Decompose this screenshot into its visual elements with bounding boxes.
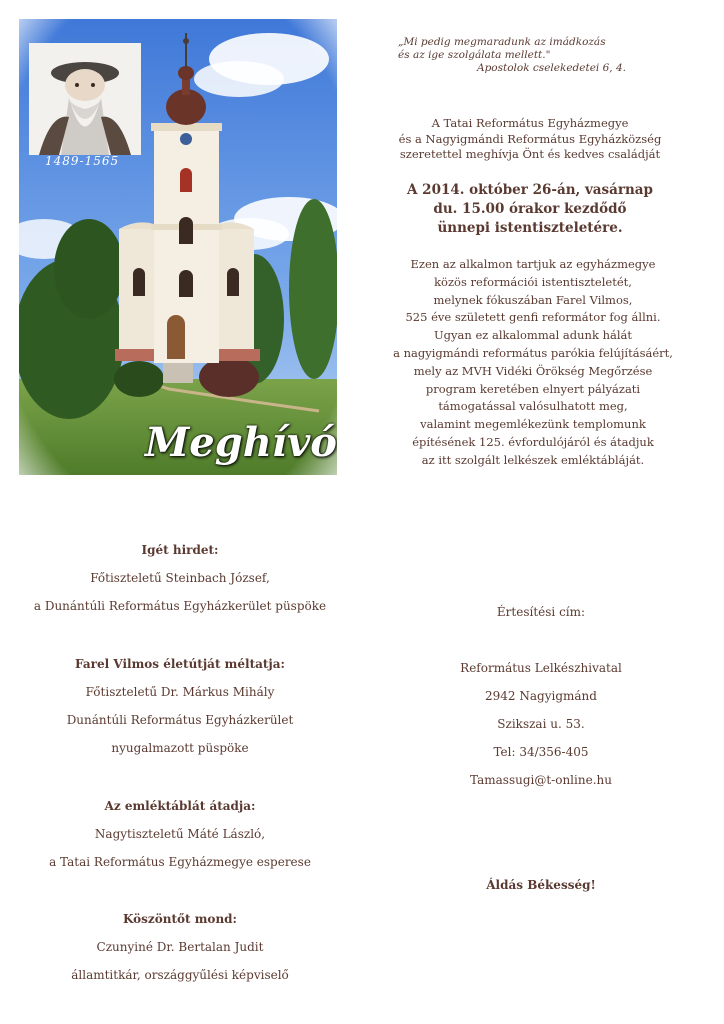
bible-quote <box>398 36 638 75</box>
body-line: melynek fókuszában Farel Vilmos, <box>433 292 633 307</box>
contact-line: Szikszai u. 53. <box>497 717 585 731</box>
program-line: a Tatai Református Egyházmegye esperese <box>49 855 311 869</box>
church-photo <box>19 19 337 475</box>
body-line: program keretében elnyert pályázati <box>425 381 641 396</box>
program-line: Főtiszteletű Dr. Márkus Mihály <box>85 685 275 699</box>
portrait-years: 1489-1565 <box>45 154 120 168</box>
event-line: ünnepi istentiszteletére. <box>437 220 623 236</box>
portrait-illustration <box>29 43 141 155</box>
body-line: mely az MVH Vidéki Örökség Megőrzése <box>413 363 653 378</box>
body-line: támogatással valósulhatott meg, <box>438 399 628 414</box>
program-line: Nagytiszteletű Máté László, <box>94 827 266 841</box>
program-role: Az emléktáblát átadja: <box>104 799 256 813</box>
contact-line: Tel: 34/356-405 <box>493 745 589 759</box>
program-plaque <box>20 792 340 876</box>
invitation-intro <box>396 116 664 163</box>
event-line: du. 15.00 órakor kezdődő <box>433 201 627 217</box>
farel-portrait <box>29 43 141 155</box>
event-details <box>396 181 664 238</box>
program-line: a Dunántúli Református Egyházkerület püspöke <box>33 599 327 613</box>
program-line: államtitkár, országgyűlési képviselő <box>71 968 289 982</box>
invitation-title: Meghívó <box>145 419 337 466</box>
body-line: valamint megemlékezünk templomunk <box>420 417 646 432</box>
quote-reference: Apostolok cselekedetei 6, 4. <box>476 62 626 74</box>
program-role: Köszöntőt mond: <box>123 912 237 926</box>
body-line: építésének 125. évfordulójáról és átadjuk <box>412 434 654 449</box>
contact-line: Református Lelkészhivatal <box>460 661 622 675</box>
body-line: Ezen az alkalmon tartjuk az egyházmegye <box>410 257 656 271</box>
quote-line: és az ige szolgálata mellett." <box>398 49 551 61</box>
body-line: az itt szolgált lelkészek emléktábláját. <box>421 452 645 467</box>
program-line: Czunyiné Dr. Bertalan Judit <box>96 940 264 954</box>
program-line: nyugalmazott püspöke <box>111 741 249 755</box>
body-line: a nagyigmándi református parókia felújításáért, <box>393 345 673 360</box>
contact-address <box>415 654 667 794</box>
body-line: közös reformációi istentiszteletét, <box>434 274 632 289</box>
contact-line: 2942 Nagyigmánd <box>485 689 597 703</box>
program-tribute <box>20 650 340 762</box>
closing-greeting: Áldás Békesség! <box>486 878 596 892</box>
event-line: A 2014. október 26-án, vasárnap <box>407 182 653 198</box>
invitation-body <box>383 256 683 470</box>
intro-line: szeretettel meghívja Önt és kedves családját <box>399 147 661 161</box>
program-line: Dunántúli Református Egyházkerület <box>66 713 294 727</box>
program-preacher <box>20 536 340 620</box>
contact-email: Tamassugi@t-online.hu <box>470 773 612 787</box>
program-line: Főtiszteletű Steinbach József, <box>90 571 270 585</box>
program-role: Farel Vilmos életútját méltatja: <box>75 657 285 671</box>
intro-line: és a Nagyigmándi Református Egyházközség <box>398 131 662 146</box>
program-greeting <box>20 905 340 989</box>
contact-heading: Értesítési cím: <box>496 605 586 619</box>
program-role: Igét hirdet: <box>141 543 219 557</box>
quote-line: „Mi pedig megmaradunk az imádkozás <box>398 36 606 48</box>
intro-line: A Tatai Református Egyházmegye <box>431 116 629 130</box>
body-line: 525 éve született genfi reformátor fog állni. <box>405 310 661 325</box>
body-line: Ugyan ez alkalommal adunk hálát <box>433 328 633 343</box>
